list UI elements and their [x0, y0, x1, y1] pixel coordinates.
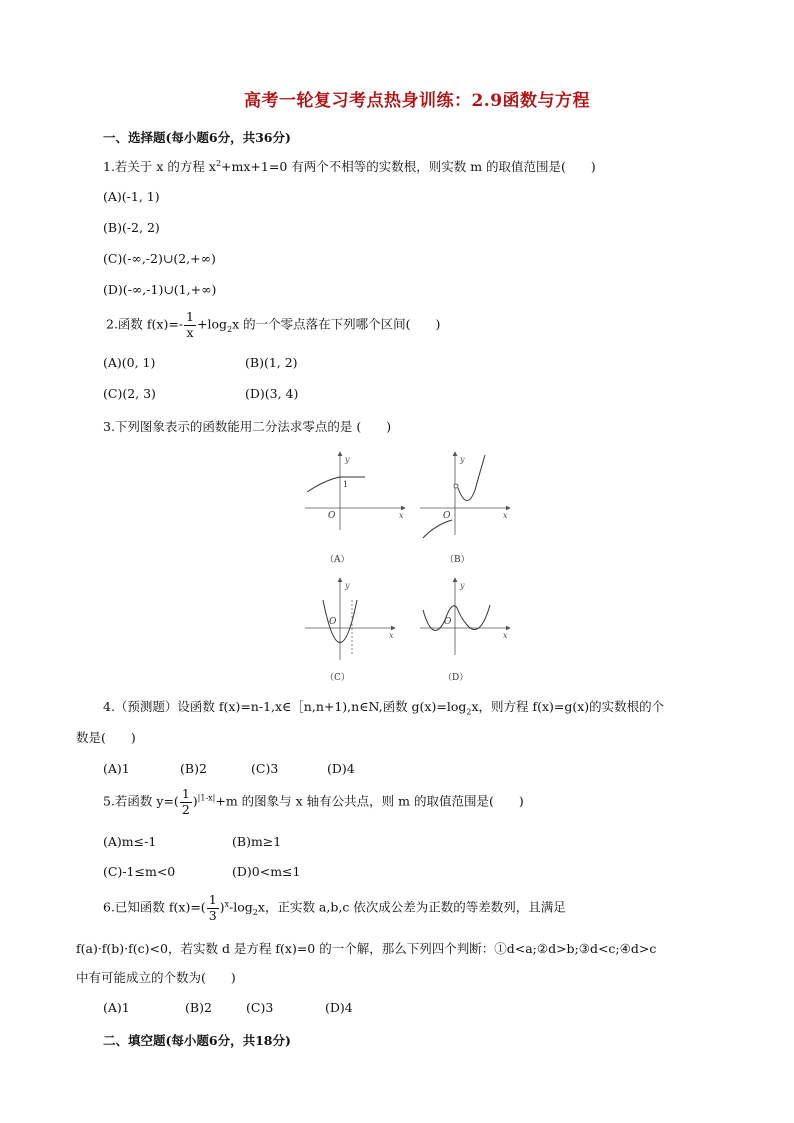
q4-option-b: (B)2 [180, 761, 207, 776]
q2-option-c: (C)(2, 3) [103, 386, 156, 401]
q5-stem-part: ) [192, 793, 198, 809]
q1-option-d: (D)(-∞,-1)∪(1,+∞) [103, 282, 217, 297]
q2-option-d: (D)(3, 4) [245, 386, 299, 401]
q6-log-base: 2 [252, 908, 258, 917]
question-1-stem [103, 157, 596, 175]
graph-c-caption: （C） [325, 673, 350, 683]
q5-stem-part: 5.若函数 y=( [103, 793, 179, 809]
page-title: 高考一轮复习考点热身训练：2.9函数与方程 [243, 91, 591, 111]
q2-stem-part: +log [196, 316, 227, 332]
q6-fraction [207, 894, 219, 922]
q5-stem-part: +m 的图象与 x 轴有公共点，则 m 的取值范围是( ) [215, 793, 524, 809]
q6-exponent: x [224, 899, 230, 909]
q2-option-b: (B)(1, 2) [245, 355, 298, 370]
graph-d-origin-label: O [444, 617, 452, 627]
section-heading-choice: 一、选择题(每小题6分，共36分) [103, 130, 291, 145]
question-3-stem: 3.下列图象表示的函数能用二分法求零点的是 ( ) [103, 419, 392, 434]
q1-option-a: (A)(-1, 1) [103, 189, 160, 204]
graph-a-origin-label: O [328, 511, 336, 521]
graph-c-x-label: x [389, 631, 394, 640]
graph-a-x-label: x [399, 511, 404, 520]
graph-c-origin-label: O [329, 617, 337, 627]
q6-option-d: (D)4 [325, 1000, 353, 1015]
q2-stem-part: x 的一个零点落在下列哪个区间( ) [232, 316, 441, 332]
q6-frac-den: 3 [208, 907, 217, 923]
q1-stem-part: +mx+1=0 有两个不相等的实数根，则实数 m 的取值范围是( ) [221, 159, 596, 174]
graph-a-caption: （A） [325, 555, 350, 565]
graph-b-left-curve [423, 520, 452, 538]
q5-option-c: (C)-1≤m<0 [103, 864, 176, 879]
graph-b [420, 452, 510, 565]
q6-stem-part: ) [219, 899, 225, 915]
question-5-stem [103, 788, 524, 816]
q2-option-a: (A)(0, 1) [103, 355, 156, 370]
question-6-line-3: 中有可能成立的个数为( ) [76, 970, 236, 985]
question-4-line-2: 数是( ) [76, 730, 136, 745]
q5-fraction [180, 788, 192, 816]
q5-frac-den: 2 [181, 801, 190, 817]
q2-log-base: 2 [226, 325, 233, 334]
q2-frac-den: x [186, 324, 194, 340]
graph-a-curve [307, 477, 340, 492]
section-heading-fill-blank: 二、填空题(每小题6分，共18分) [103, 1033, 291, 1048]
question-6-line-2: f(a)·f(b)·f(c)<0，若实数 d 是方程 f(x)=0 的一个解，那么下列四个判断：①d<a;②d>b;③d<c;④d>c [76, 941, 657, 956]
graph-b-caption: （B） [445, 555, 470, 565]
q1-exponent: 2 [215, 158, 222, 168]
graph-a-tick-one: 1 [343, 480, 349, 489]
graph-c-y-label: y [345, 581, 350, 590]
q6-frac-num: 1 [208, 892, 217, 907]
graph-d-x-label: x [503, 631, 508, 640]
q2-stem-part: 2.函数 f(x)=- [106, 316, 184, 332]
graph-d-caption: （D） [443, 673, 469, 683]
q6-option-a: (A)1 [103, 1000, 130, 1015]
graph-b-open-point [454, 484, 458, 488]
q2-frac-num: 1 [186, 309, 194, 324]
q6-stem-part: 6.已知函数 f(x)=( [103, 899, 206, 915]
q6-option-b: (B)2 [185, 1000, 212, 1015]
q5-option-b: (B)m≥1 [232, 834, 282, 849]
q5-option-a: (A)m≤-1 [103, 834, 157, 849]
question-4-line-1 [103, 697, 664, 717]
q6-option-c: (C)3 [246, 1000, 274, 1015]
graph-b-origin-label: O [443, 511, 451, 521]
graph-d [420, 578, 510, 683]
question-6-line-1 [103, 894, 566, 922]
q4-option-a: (A)1 [103, 761, 130, 776]
graph-d-curve [423, 605, 490, 630]
graph-c [305, 578, 395, 683]
q4-stem-part: x，则方程 f(x)=g(x)的实数根的个 [471, 699, 665, 714]
q2-fraction [184, 311, 196, 339]
q1-option-b: (B)(-2, 2) [103, 220, 160, 235]
graph-b-x-label: x [503, 511, 508, 520]
question-2-stem [106, 311, 440, 339]
q4-log-base: 2 [466, 707, 472, 717]
graph-a-y-label: y [345, 455, 350, 464]
q6-stem-part: x，正实数 a,b,c 依次成公差为正数的等差数列，且满足 [257, 899, 566, 915]
q4-option-d: (D)4 [327, 761, 355, 776]
graph-a [305, 452, 405, 565]
q6-stem-part: -log [229, 899, 253, 915]
q1-option-c: (C)(-∞,-2)∪(2,+∞) [103, 251, 216, 266]
q5-option-d: (D)0<m≤1 [232, 864, 301, 879]
graph-d-y-label: y [460, 581, 465, 590]
graph-b-y-label: y [460, 455, 465, 464]
q1-stem-part: 1.若关于 x 的方程 x [103, 159, 216, 174]
q4-option-c: (C)3 [251, 761, 279, 776]
q3-graphs-figure [295, 450, 520, 690]
q5-exponent: |1-x| [197, 793, 216, 803]
q5-frac-num: 1 [181, 786, 190, 801]
q4-stem-part: 4.（预测题）设函数 f(x)=n-1,x∈［n,n+1),n∈N,函数 g(x)=log [103, 699, 467, 714]
